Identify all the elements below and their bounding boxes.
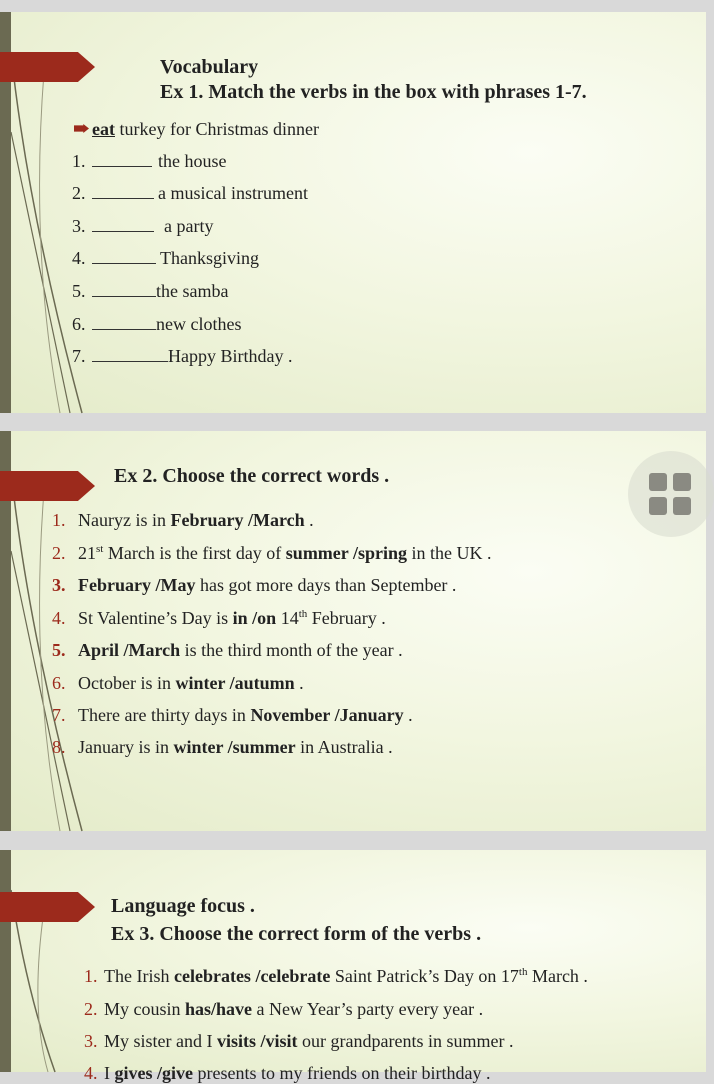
word-choice: February /May — [78, 575, 196, 595]
example-phrase: turkey for Christmas dinner — [114, 119, 319, 139]
answer-blank[interactable] — [92, 182, 154, 199]
item-number: 1. — [52, 510, 66, 530]
superscript: th — [518, 966, 528, 978]
list-item — [72, 182, 308, 204]
item-text: March . — [527, 966, 588, 986]
item-number: 2. — [84, 999, 98, 1019]
answer-blank[interactable] — [92, 345, 168, 362]
example-line — [74, 118, 319, 140]
item-text: I — [104, 1063, 115, 1083]
item-text: My cousin — [104, 999, 185, 1019]
exercise-title: Ex 3. Choose the correct form of the verbs . — [111, 923, 482, 945]
item-text: our grandparents in summer . — [297, 1031, 514, 1051]
list-item — [52, 736, 393, 758]
item-text: Saint Patrick’s Day on 17 — [330, 966, 519, 986]
word-choice: summer /spring — [285, 543, 407, 563]
word-choice: gives /give — [114, 1063, 193, 1083]
list-item — [52, 639, 403, 661]
item-phrase: new clothes — [156, 314, 242, 334]
slide-language-focus — [0, 850, 706, 1083]
slide-choose-words — [0, 431, 706, 831]
item-phrase: a party — [164, 216, 214, 236]
item-text: 21 — [78, 543, 96, 563]
item-number: 1. — [72, 151, 86, 171]
item-text: October is in — [78, 673, 176, 693]
slide-tab-marker — [0, 892, 95, 922]
item-number: 2. — [72, 183, 86, 203]
answer-blank[interactable] — [92, 313, 156, 330]
item-number: 7. — [72, 346, 86, 366]
item-number: 4. — [84, 1063, 98, 1083]
section-heading: Vocabulary — [160, 56, 259, 78]
word-choice: April /March — [78, 640, 181, 660]
item-text: . — [304, 510, 314, 530]
item-number: 4. — [52, 608, 66, 628]
answer-blank[interactable] — [92, 215, 154, 232]
list-item — [72, 150, 226, 172]
list-item — [84, 1030, 513, 1052]
item-phrase: the samba — [156, 281, 229, 301]
item-phrase: a musical instrument — [158, 183, 308, 203]
superscript: th — [298, 608, 308, 620]
word-choice: November /January — [250, 705, 404, 725]
section-heading: Language focus . — [111, 895, 255, 917]
item-number: 6. — [72, 314, 86, 334]
item-number: 5. — [52, 640, 66, 660]
item-text: March is the first day of — [103, 543, 286, 563]
list-item — [72, 247, 259, 269]
item-text: has got more days than September . — [195, 575, 457, 595]
list-item — [52, 542, 491, 564]
word-choice: visits /visit — [216, 1031, 298, 1051]
list-item — [52, 509, 314, 531]
list-item — [84, 998, 483, 1020]
item-phrase: Happy Birthday . — [168, 346, 293, 366]
item-text: . — [294, 673, 304, 693]
exercise-title: Ex 2. Choose the correct words . — [114, 465, 390, 487]
item-number: 3. — [84, 1031, 98, 1051]
word-choice: in /on — [232, 608, 277, 628]
list-item — [72, 345, 292, 367]
list-item — [72, 280, 228, 302]
item-number: 6. — [52, 673, 66, 693]
list-item — [52, 672, 304, 694]
item-text: The Irish — [104, 966, 174, 986]
list-item — [84, 1062, 490, 1084]
word-choice: winter /summer — [173, 737, 296, 757]
item-number: 1. — [84, 966, 98, 986]
app-grid-button[interactable] — [628, 451, 714, 537]
item-text: in the UK . — [406, 543, 492, 563]
word-choice: February /March — [170, 510, 305, 530]
list-item — [84, 965, 588, 987]
item-text: in Australia . — [295, 737, 393, 757]
item-number: 3. — [52, 575, 66, 595]
superscript: st — [96, 543, 104, 555]
item-number: 7. — [52, 705, 66, 725]
slide-vocabulary — [0, 12, 706, 413]
list-item — [72, 215, 213, 237]
item-text: is the third month of the year . — [180, 640, 403, 660]
item-text: presents to my friends on their birthday . — [193, 1063, 491, 1083]
item-number: 8. — [52, 737, 66, 757]
item-number: 4. — [72, 248, 86, 268]
item-text: My sister and I — [104, 1031, 217, 1051]
item-number: 3. — [72, 216, 86, 236]
list-item — [52, 704, 413, 726]
answer-blank[interactable] — [92, 280, 156, 297]
item-text: January is in — [78, 737, 174, 757]
item-number: 2. — [52, 543, 66, 563]
list-item — [52, 574, 456, 596]
item-text: Nauryz is in — [78, 510, 171, 530]
answer-blank[interactable] — [92, 247, 156, 264]
item-text: 14 — [276, 608, 299, 628]
item-text: There are thirty days in — [78, 705, 251, 725]
item-text: . — [403, 705, 413, 725]
item-number: 5. — [72, 281, 86, 301]
word-choice: winter /autumn — [175, 673, 295, 693]
list-item — [72, 313, 241, 335]
item-text: St Valentine’s Day is — [78, 608, 233, 628]
slide-tab-marker — [0, 471, 95, 501]
word-choice: has/have — [185, 999, 253, 1019]
example-verb: eat — [92, 119, 115, 139]
answer-blank[interactable] — [92, 150, 152, 167]
item-phrase: Thanksgiving — [160, 248, 259, 268]
item-text: February . — [307, 608, 386, 628]
exercise-title: Ex 1. Match the verbs in the box with phrases 1-7. — [160, 81, 587, 103]
item-phrase: the house — [158, 151, 227, 171]
list-item — [52, 607, 386, 629]
slide-tab-marker — [0, 52, 95, 82]
item-text: a New Year’s party every year . — [252, 999, 484, 1019]
word-choice: celebrates /celebrate — [173, 966, 331, 986]
arrow-icon — [74, 124, 89, 133]
